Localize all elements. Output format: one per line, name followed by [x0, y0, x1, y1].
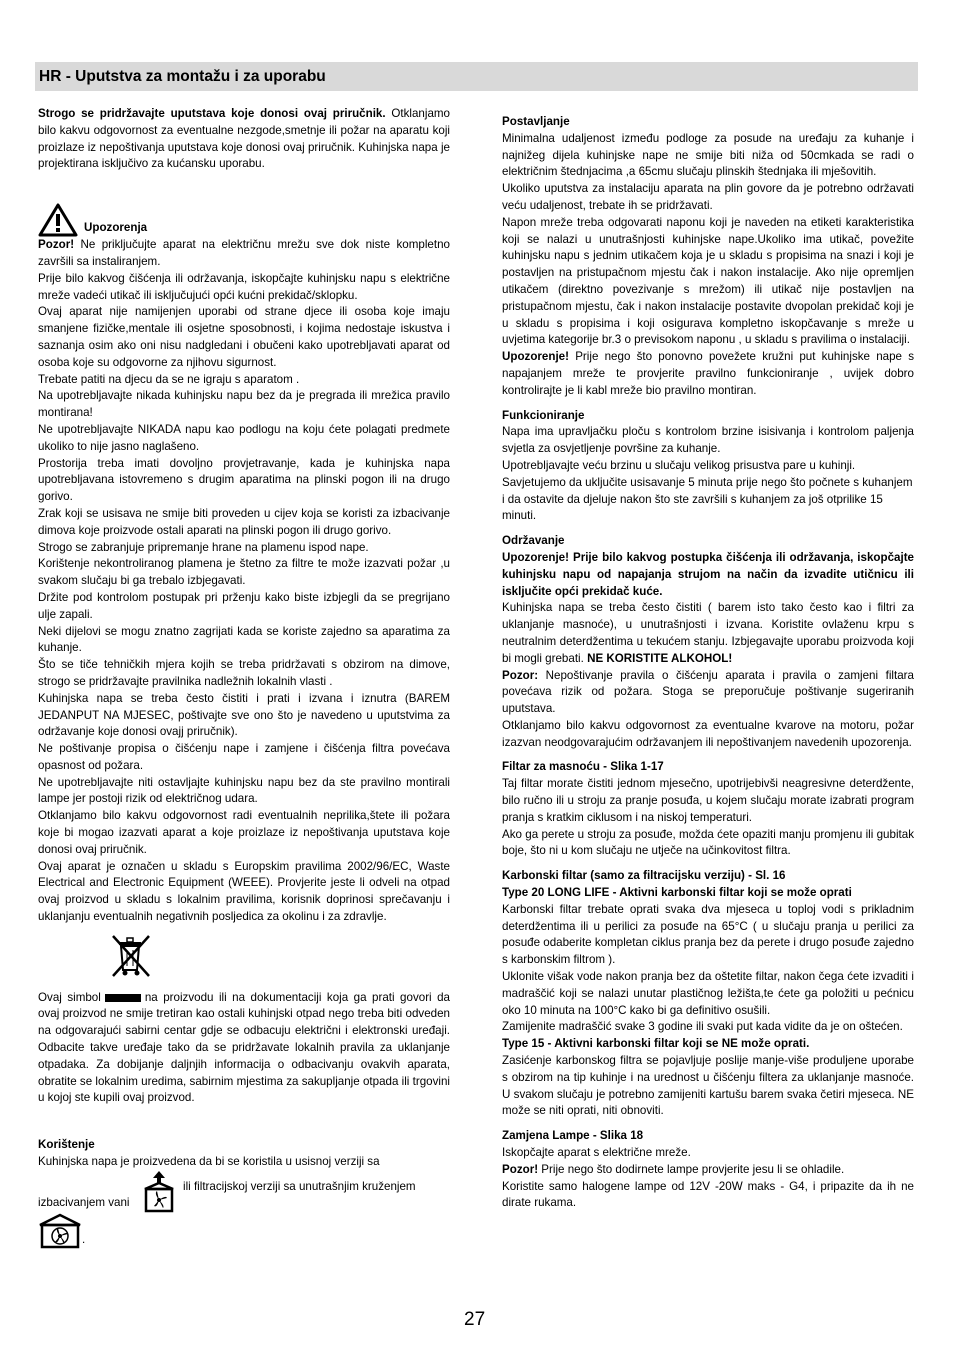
recirculation-mode-icon	[38, 1213, 82, 1249]
warning-paragraph: Zrak koji se usisava ne smije biti proveden u cijev koja se koristi za izbacivanje dimova koje proizvode ostali aparati na plinski pogon ili drugo gorivo.	[38, 506, 450, 537]
warnings-heading-row	[38, 203, 450, 237]
intro-text: Otklanjamo bilo kakvu odgovornost za eventualne nezgode,smetnje ili požar na aparatu koji proizlaze iz nepoštivanja uputstava koje donosi ovaj priručnik. Kuhinjska napa je projektirana isključivo za kućansku uporabu.	[38, 107, 451, 171]
lamp-caution-bold: Pozor!	[502, 1162, 539, 1176]
recirc-icon-row	[38, 1213, 450, 1249]
intro-paragraph	[38, 106, 450, 173]
page-number: 27	[464, 1309, 486, 1330]
maintenance-paragraph: Otklanjamo bilo kakvu odgovornost za eventualne kvarove na motoru, požar izazvan neodgovarajućim održavanjem ili nepoštivanjem navedenih upozorenja.	[502, 718, 914, 749]
operation-title: Funkcioniranje	[502, 408, 585, 422]
warning-text: Ne priključujte aparat na električnu mrežu sve dok niste kompletno završili sa instaliranjem.	[38, 238, 450, 268]
caution-bold: Pozor:	[502, 668, 539, 682]
carbon-filter-paragraph: Uklonite višak vode nakon pranja bez da oštetite filtar, nakon čega ćete izvaditi i madraščić koji se nalazi unutar plastičnog ležišta,te ćete ga položiti u pećnicu oko 10 minuta na 100°C kako bi ga definitivo osušili.	[502, 970, 914, 1017]
install-warning	[502, 349, 914, 399]
usage-title: Korištenje	[38, 1138, 95, 1152]
warning-paragraph: Ne upotrebljavajte NIKADA napu kao podlogu na koju ćete polagati predmete ukoliko to nije jasno naglašeno.	[38, 422, 450, 453]
warning-paragraph: Trebate patiti na djecu da se ne igraju s aparatom .	[38, 372, 300, 386]
warning-paragraph: Ne upotrebljavajte niti ostavljajte kuhinjsku napu bez da ste pravilno montirali lampe jer postoji rizik od električnog udara.	[38, 775, 450, 806]
weee-paragraph: Ovaj aparat je označen u skladu s Europskim pravilima 2002/96/EC, Waste Electrical and Electronic Equipment (WEEE). Provjerite jeste li odveli na otpad ovaj proizvod u skladu s lokalnim pravilima, korisnik doprinosi sprečavanju i uklanjanju eventualnih negativnih posljedica za okolinu i za zdravlje.	[38, 859, 450, 924]
symbol-text: Ovaj simbol	[38, 990, 101, 1004]
usage-end: .	[82, 1232, 86, 1246]
warning-paragraph: Korištenje nekontroliranog plamena je štetno za filtre te može izazvati požar ,u svakom slučaju bi ga trebalo izbjegavati.	[38, 557, 450, 588]
warnings-title: Upozorenja	[84, 221, 148, 235]
carbon-filter-subtitle: Type 20 LONG LIFE - Aktivni karbonski filtar koji se može oprati	[502, 886, 852, 900]
intro-bold: Strogo se pridržavajte uputstava koje donosi ovaj priručnik.	[38, 107, 386, 120]
carbon-filter-paragraph: Karbonski filtar trebate oprati svaka dva mjeseca u toploj vodi s prikladnim deterdžentima ili u perilici za posuđe na 65°C ( u slučaju pranja u perilici za posuđe odaberite kompletan ciklus pranja bez da perete i drugo posuđe zajedno s karbonskim filtrom ).	[502, 902, 914, 967]
maintenance-paragraph	[502, 600, 914, 667]
grease-filter-title: Filtar za masnoću - Slika 1-17	[502, 760, 664, 774]
usage-icon-row	[38, 1171, 450, 1213]
usage-recirc-text: ili filtracijskoj verziji sa unutrašnjim kruženjem	[183, 1179, 416, 1193]
warning-paragraph: Što se tiče tehničkih mjera kojih se treba pridržavati s obzirom na dimove, strogo se pridržavajte pravilnika nadležnih lokalnih vlasti .	[38, 658, 450, 688]
carbon-filter-paragraph: Zamijenite madraščić svake 3 godine ili svaki put kada vidite da je on oštećen.	[502, 1020, 903, 1034]
lamp-caution-text: Prije nego što dodirnete lampe provjerite jesu li se ohladile.	[538, 1162, 845, 1176]
carbon-filter-title: Karbonski filtar (samo za filtracijsku verziju) - Sl. 16	[502, 869, 786, 883]
install-warning-bold: Upozorenje!	[502, 350, 569, 364]
usage-paragraph: Kuhinjska napa je proizvedena da bi se koristila u usisnoj verziji sa	[38, 1155, 380, 1169]
warning-paragraph: Otklanjamo bilo kakvu odgovornost radi eventualnih neprilika,štete ili požara koje bi mogao izazvati aparat a koje proizlaze iz nepoštivanja uputstava koje donosi ovaj priručnik.	[38, 809, 450, 856]
grease-filter-paragraph: Ako ga perete u stroju za posuđe, možda ćete opaziti manju promjenu ili gubitak boje, što ni u kom slučaju ne utječe na učinkovitost filtra.	[502, 827, 914, 858]
maintenance-text: Kuhinjska napa se treba često čistiti ( barem isto tako često kao i filtri za uklanjanje masnoće), u unutrašnjosti i izvana. Koristite ovlaženu krpu s neutralnim deterdžentima u tekućem stanju. Izbjegavajte uporabu proizvoda koji bi mogli grebati.	[502, 601, 914, 665]
maintenance-warning-bold: Upozorenje! Prije bilo kakvog postupka čišćenja ili održavanja, iskopčajte kuhinjsku napu od napajanja strujom na način da izvadite utičnicu ili isključite opći prekidač kuće.	[502, 550, 914, 598]
maintenance-warning	[502, 550, 914, 600]
warning-paragraph: Na upotrebljavajte nikada kuhinjsku napu bez da je pregrada ili mrežica pravilo montirana!	[38, 389, 450, 420]
carbon-filter-type15	[502, 1036, 914, 1053]
maintenance-title: Održavanje	[502, 534, 565, 548]
page-title: HR - Uputstva za montažu i za uporabu	[39, 68, 326, 85]
warning-paragraph: Neki dijelovi se mogu znatno zagrijati kada se koriste zajedno sa aparatima za kuhanje.	[38, 624, 450, 655]
warning-paragraph	[38, 237, 450, 271]
operation-paragraph: Upotrebljavajte veću brzinu u slučaju velikog prisustva pare u kuhinji.	[502, 458, 856, 472]
lamp-paragraph: Iskopčajte aparat s električne mreže.	[502, 1146, 691, 1160]
left-column	[38, 106, 450, 1249]
lamp-paragraph: Koristite samo halogene lampe od 12V -20W maks - G4, i pripazite da ih ne dirate rukama.	[502, 1179, 914, 1210]
warning-paragraph: Kuhinjska napa se treba često čistiti i prati i izvana i iznutra (BAREM JEDANPUT NA MJESEC, poštivajte sve ono što je navedeno u uputstvima za održavanje koje donosi ovajj priručnik).	[38, 691, 450, 739]
grease-filter-paragraph: Taj filtar morate čistiti jednom mjesečno, upotrijebivši neagresivne deterdžente, bilo ručno ili u stroju za pranje posuđa, u kojem slučaju morate izabrati program pranja s kratkim ciklusom i na niskoj temperaturi.	[502, 777, 914, 824]
weee-bar-symbol	[105, 994, 141, 1002]
operation-paragraph: Napa ima upravljačku ploču s kontrolom brzine isisivanja i kontrolom paljenja svjetla za osvjetljenje površine za kuhanje.	[502, 425, 914, 456]
right-column	[502, 114, 914, 1212]
type15-bold: Type 15 - Aktivni karbonski filtar koji se NE može oprati.	[502, 1037, 810, 1051]
extraction-mode-icon	[142, 1171, 176, 1213]
warning-paragraph: Ovaj aparat nije namijenjen uporabi od strane djece ili osoba koje imaju smanjene fizičke,mentale ili osjetne sposobnosti, i kojima nedostaje iskustva i saznanja osim ako oni nisu nadgledani i obučeni kako upotrebljavati aparat od osoba koje su odgovorne za njihovu sigurnost.	[38, 305, 450, 369]
operation-paragraph: Savjetujemo da uključite usisavanje 5 minuta prije nego što počnete s kuhanjem i da ostavite da djeluje nakon što ste završili s kuhanjem za još otprilike 15 minuti.	[502, 475, 913, 523]
no-alcohol-bold: NE KORISTITE ALKOHOL!	[587, 651, 733, 665]
usage-ducted-text: izbacivanjem vani	[38, 1195, 130, 1209]
symbol-paragraph	[38, 990, 450, 1108]
install-paragraph: Napon mreže treba odgovarati naponu koji je naveden na etiketi karakteristika koji se nalazi u unutrašnjosti kuhinjske nape.Ukoliko ima utikač, povežite kuhinjsku napu s jednim utikačem koja je u skladu s propisima na snazi i koji je postavljen na pristupačnom mjestu čak i nakon instalacije. Ako nije opremljen utikačem (direktno povezivanje s mrežom) ili utikač nije postavljen na pristupačnom mjestu, čak i nakon instalacije postavite dvopolan prekidač koji je u skladu s propisima i koji osigurava kompletno iskopčavanje s mreže u uvjetima kategorije br.3 o previsokom naponu , u skladu s pravilima o instalaciji.	[502, 215, 914, 347]
warning-paragraph: Prostorija treba imati dovoljno provjetravanje, kada je kuhinjska napa upotrebljavana istovremeno s drugim aparatima na plinski pogon ili na drugo gorivo.	[38, 456, 450, 504]
caution-text: Nepoštivanje pravila o čišćenju aparata i pravila o zamjeni filtara povećava rizik od požara. Stoga se preporučuje poštivanje sugeriranih uputstava.	[502, 668, 914, 716]
lamp-paragraph	[502, 1162, 914, 1179]
crossed-bin-icon	[108, 932, 154, 978]
install-paragraph: Ukoliko uputstva za instalaciju aparata na plin govore da je potrebno održavati veću udaljenost, trebate ih se pridržavati.	[502, 182, 914, 212]
install-paragraph: Minimalna udaljenost između podloge za posude na uređaju za kuhanje i najnižeg dijela kuhinjske nape ne smije biti niža od 50cmkada se radi o električnim štednjacima ,a 65cmu slučaju plinskih štednjaka ili mješovitih.	[502, 131, 914, 179]
carbon-filter-paragraph: Zasićenje karbonskog filtra se pojavljuje poslije manje-više produljene uporabe s obzirom na tip kuhinje i na urednost u čišćenju filtera za uklanjanje masnoće. U svakom slučaju je potrebno zamijeniti kartušu barem svaka četiri mjeseca. NE može se niti oprati, niti obnoviti.	[502, 1054, 914, 1118]
page-header	[35, 62, 918, 91]
warning-paragraph: Držite pod kontrolom postupak pri prženju kako biste izbjegli da se pregrijano ulje zapali.	[38, 590, 450, 621]
install-title: Postavljanje	[502, 115, 570, 128]
warning-triangle-icon	[38, 203, 78, 237]
warning-paragraph: Ne poštivanje propisa o čišćenju nape i zamjene i čišćenja filtra povećava opasnost od požara.	[38, 742, 450, 772]
warning-paragraph: Prije bilo kakvog čišćenja ili održavanja, iskopčajte kuhinjsku napu s električne mreže vadeći utikač ili isključujući opći kućni prekidač/sklopku.	[38, 271, 450, 302]
install-warning-text: Prije nego što ponovno povežete kružni put kuhinjske nape s napajanjem mreže te provjerite pravilno funkcioniranje , uvijek dobro kontrolirajte je li kabl mreže bio pravilno montiran.	[502, 350, 914, 397]
warning-bold: Pozor!	[38, 238, 75, 252]
lamp-title: Zamjena Lampe - Slika 18	[502, 1129, 644, 1143]
symbol-text-rest: na proizvodu ili na dokumentaciji koja ga prati govori da ovaj proizvod ne smije tretiran kao ostali kuhinjski otpad nego treba biti odveden na odgovarajući sabirni centar gdje se odbacuju električni i elektronski uređaji. Odbacite takve uređaje tako da se pridržavate lokalnih pravila za uklanjanje otpadaka. Za dobijanje daljnjih informacija o odbacivanju ovakvih aparata, obratite se lokalnim uredima, sabirnim mjestima za sakupljanje otpada ili trgovini u kojoj ste kupili ovaj proizvod.	[38, 990, 451, 1105]
maintenance-paragraph	[502, 668, 914, 718]
warning-paragraph: Strogo se zabranjuje pripremanje hrane na plamenu ispod nape.	[38, 540, 369, 554]
